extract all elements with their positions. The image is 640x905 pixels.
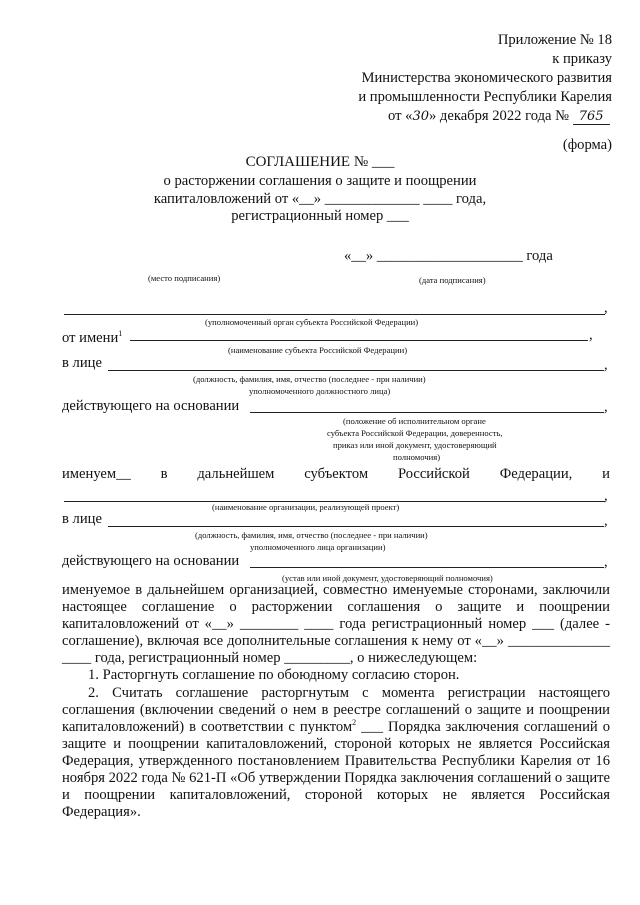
item-1: 1. Расторгнуть соглашение по обоюдному согласию сторон. [88, 667, 460, 684]
order-day-handwritten: 30 [412, 109, 429, 124]
comma: , [604, 300, 608, 316]
comma: , [604, 399, 608, 415]
agreement-title: СОГЛАШЕНИЕ № ___ [245, 154, 395, 170]
representative-caption-2: уполномоченного лица организации) [250, 542, 386, 552]
agreement-subtitle-1: о расторжении соглашения о защите и поощрении [163, 173, 477, 189]
representative-caption-1: (должность, фамилия, имя, отчество (последнее - при наличии) [195, 530, 428, 540]
organization-caption: (наименование организации, реализующей проект) [212, 502, 400, 512]
subject-field [130, 340, 588, 341]
official-caption-1: (должность, фамилия, имя, отчество (последнее - при наличии) [193, 374, 426, 384]
signing-place-caption: (место подписания) [148, 273, 221, 283]
agreement-subtitle-3: регистрационный номер ___ [231, 208, 409, 224]
order-date: от «30» декабря 2022 года № 765 [388, 108, 610, 125]
acting-basis-label-2: действующего на основании [62, 553, 240, 569]
in-person-label-2: в лице [62, 511, 102, 527]
basis-field [250, 412, 604, 413]
appendix-number: Приложение № 18 [497, 32, 612, 48]
basis-caption-3: приказ или иной документ, удостоверяющий [333, 440, 497, 450]
item-2: 2. Считать соглашение расторгнутым с момента регистрации настоящего соглашения (включении сведений о нем в реестре соглашений о защите и поощрении капиталовложений) в соответствии с пунктом$^2$ ___ Порядка заключения соглашений о защите и поощрении капиталовложений, стороной которых не является Российская Федерация, утвержденного постановлением Правительства Республики Карелия от 16 ноября 2022 года № 621-П «Об утверждении Порядка заключения соглашений о защите и поощрении капиталовложений, стороной которых не является Российская Федерация». [62, 684, 610, 821]
org-basis-field [250, 567, 604, 568]
agreement-subtitle-2: капиталовложений от «__» _____________ ____ года, [153, 191, 487, 207]
acting-basis-label: действующего на основании [62, 398, 240, 414]
named-as-subject-line: именуем__ в дальнейшем субъектом Российской Федерации, и [62, 466, 610, 482]
signing-date-line: «__» ____________________ года [344, 248, 553, 264]
comma: , [604, 554, 608, 570]
official-field [108, 370, 604, 371]
comma: , [604, 357, 608, 373]
basis-caption-4: полномочия) [393, 452, 441, 462]
org-representative-field [108, 526, 604, 527]
ministry-line-1: Министерства экономического развития [361, 70, 612, 86]
comma: , [604, 488, 608, 504]
basis-caption-1: (положение об исполнительном органе [343, 416, 486, 426]
order-reference: к приказу [552, 51, 612, 67]
authority-caption: (уполномоченный орган субъекта Российской Федерации) [205, 317, 419, 327]
basis-caption-2: субъекта Российской Федерации, доверенность, [327, 428, 503, 438]
parties-paragraph: именуемое в дальнейшем организацией, совместно именуемые сторонами, заключили настоящее соглашение о расторжении соглашения о защите и поощрении капиталовложений от «__» ________ ____ года регистрационный номер ___ (далее - соглашение), включая все дополнительные соглашения к нему от «__» ______________ ____ года, регистрационный номер _________, о нижеследующем: [62, 582, 610, 667]
form-label: (форма) [562, 137, 612, 153]
agreement-body [62, 582, 610, 821]
org-basis-caption: (устав или иной документ, удостоверяющий полномочия) [282, 573, 493, 583]
order-number-handwritten: 765 [573, 109, 610, 125]
comma: , [604, 513, 608, 529]
authority-field [64, 314, 605, 315]
subject-caption: (наименование субъекта Российской Федерации) [228, 345, 408, 355]
signing-date-caption: (дата подписания) [419, 275, 486, 285]
comma: , [589, 327, 593, 343]
ministry-line-2: и промышленности Республики Карелия [358, 89, 612, 105]
in-person-label: в лице [62, 355, 102, 371]
official-caption-2: уполномоченного должностного лица) [249, 386, 391, 396]
on-behalf-label: от имени$^1$ [62, 329, 123, 346]
